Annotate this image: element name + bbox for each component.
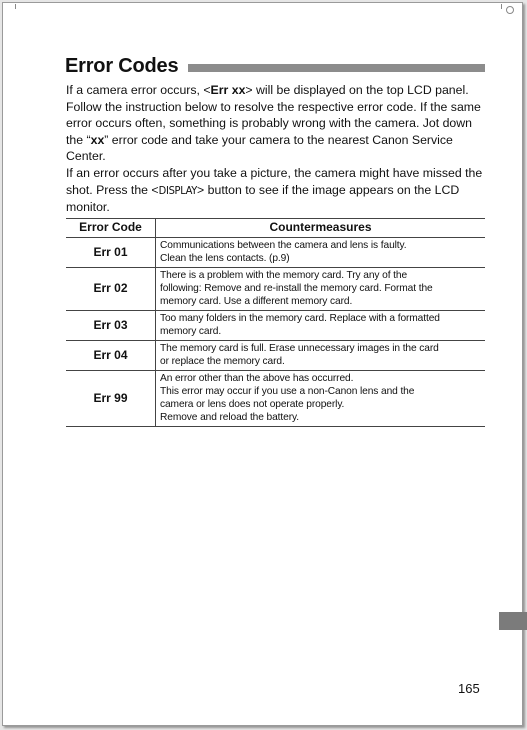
countermeasure-cell (156, 341, 486, 371)
error-code-cell: Err 03 (66, 311, 156, 341)
table-row (66, 341, 485, 371)
crop-mark-left (15, 4, 16, 9)
xx-label: xx (90, 132, 105, 147)
countermeasure-cell (156, 311, 486, 341)
error-code-cell: Err 04 (66, 341, 156, 371)
error-code-cell: Err 01 (66, 238, 156, 268)
countermeasure-cell (156, 371, 486, 427)
intro-paragraph-1: If a camera error occurs, <Err xx> will be displayed on the top LCD panel. Follow the instruction below to resolve the respective error code. If the same error occurs often, something is probably wrong with the camera. Jot down the “xx” error code and take your camera to the nearest Canon Service Center. (66, 83, 481, 164)
chapter-thumb-tab (499, 612, 527, 630)
header-error-code: Error Code (66, 219, 156, 238)
table-header-row (66, 219, 485, 238)
intro-text (66, 82, 488, 216)
display-button-label: DISPLAY (158, 183, 198, 197)
countermeasure-line: This error may occur if you use a non-Canon lens and the (160, 386, 415, 397)
countermeasure-cell (156, 238, 486, 268)
countermeasure-line: There is a problem with the memory card. Try any of the (160, 270, 408, 281)
countermeasure-cell (156, 268, 486, 311)
page-number: 165 (458, 681, 480, 696)
table-row (66, 238, 485, 268)
countermeasure-line: The memory card is full. Erase unnecessary images in the card (160, 343, 439, 354)
countermeasure-line: Too many folders in the memory card. Replace with a formatted (160, 313, 440, 324)
countermeasure-line: memory card. (160, 326, 222, 337)
countermeasure-line: Remove and reload the battery. (160, 412, 299, 423)
countermeasure-line: An error other than the above has occurred. (160, 373, 354, 384)
intro-paragraph-2: If an error occurs after you take a picture, the camera might have missed the shot. Press the <DISPLAY> button to see if the image appears on the LCD monitor. (66, 165, 483, 215)
err-xx-label: Err xx (210, 83, 246, 97)
section-title: Error Codes (65, 54, 179, 77)
error-code-cell: Err 02 (66, 268, 156, 311)
countermeasure-line: camera or lens does not operate properly. (160, 399, 345, 410)
title-rule-bar (188, 64, 485, 72)
registration-mark (506, 6, 514, 14)
error-code-cell: Err 99 (66, 371, 156, 427)
table-row (66, 371, 485, 427)
error-code-table (66, 218, 485, 427)
countermeasure-line: following: Remove and re-install the memory card. Format the (160, 283, 433, 294)
countermeasure-line: memory card. Use a different memory card. (160, 296, 353, 307)
table-row (66, 268, 485, 311)
header-countermeasures: Countermeasures (156, 219, 486, 238)
countermeasure-line: Communications between the camera and lens is faulty. (160, 240, 407, 251)
countermeasure-line: or replace the memory card. (160, 356, 285, 367)
section-header (65, 53, 485, 79)
crop-mark-right (501, 4, 502, 9)
table-body (66, 238, 485, 427)
countermeasure-line: Clean the lens contacts. (p.9) (160, 253, 290, 264)
table-row (66, 311, 485, 341)
